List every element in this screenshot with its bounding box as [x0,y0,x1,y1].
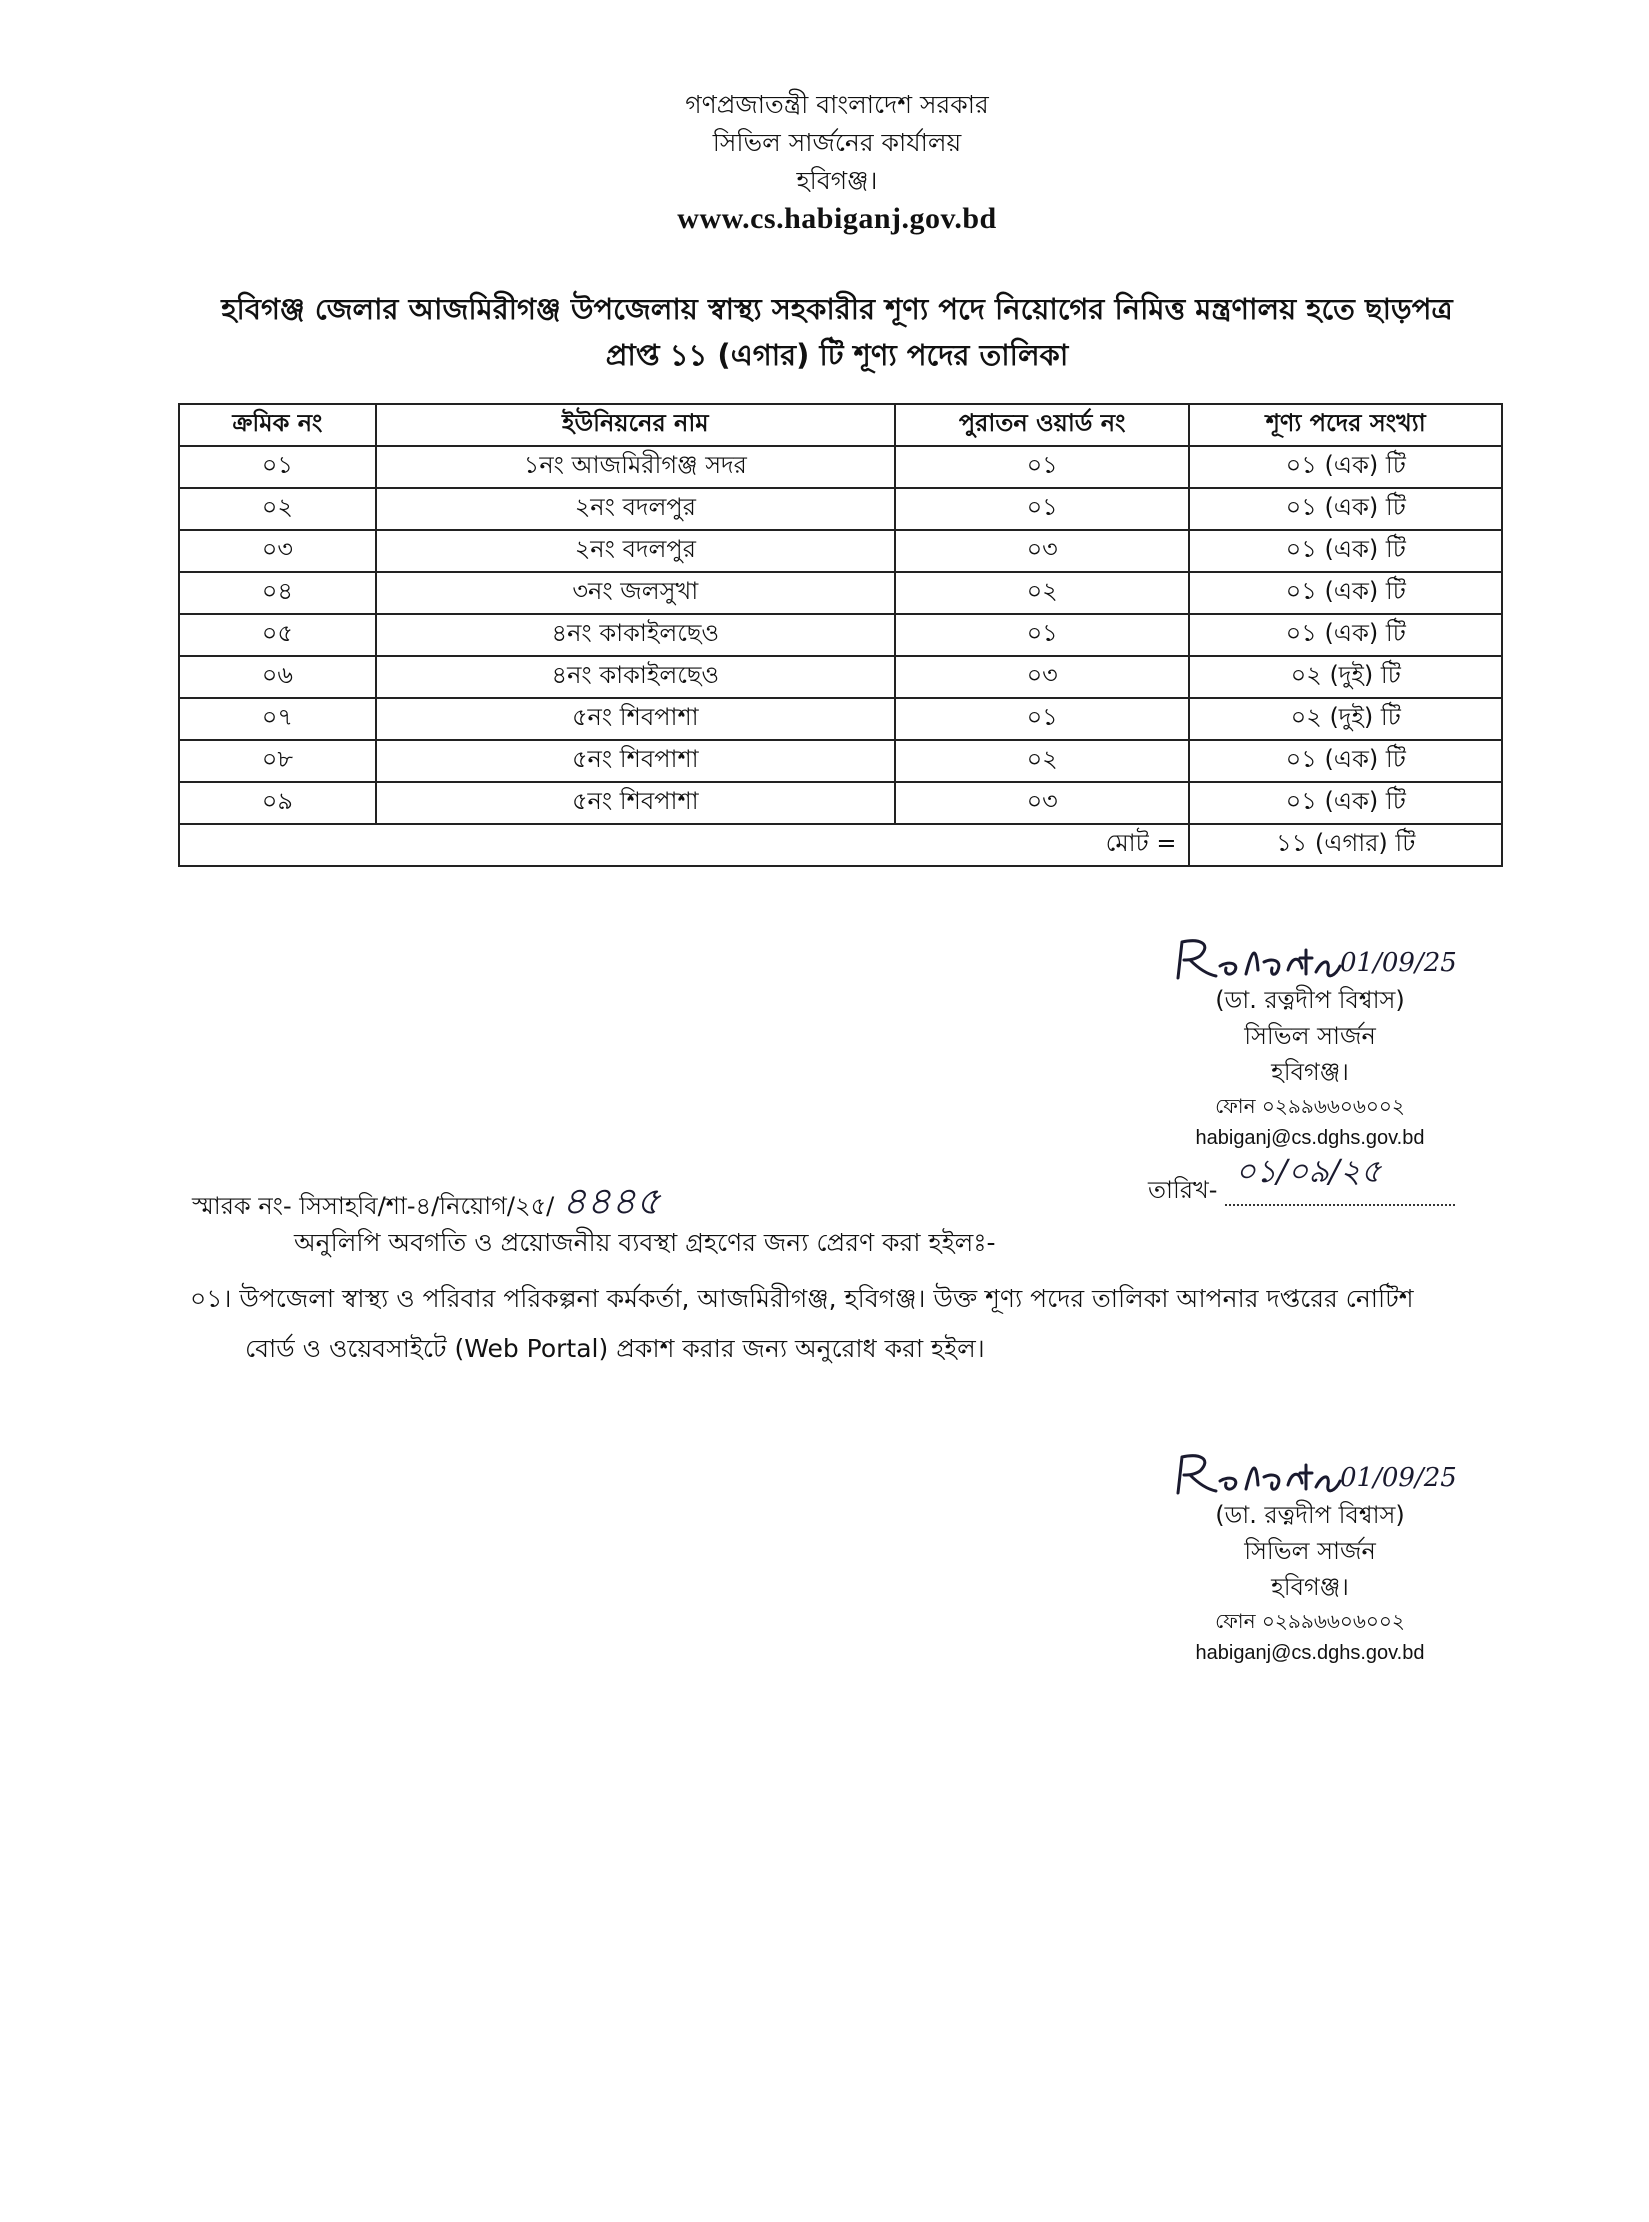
office-header [0,86,1649,238]
signature-date-2: 01/09/25 [1340,1463,1457,1493]
copy-item-1-line-1: ০১। উপজেলা স্বাস্থ্য ও পরিবার পরিকল্পনা কর্মকর্তা, আজমিরীগঞ্জ, হবিগঞ্জ। উক্ত শূণ্য পদের তালিকা আপনার দপ্তরের নোটিশ [190,1284,1414,1313]
signature-block-2 [1150,1445,1470,1669]
signatory-place: হবিগঞ্জ। [1271,1058,1349,1086]
cell-union: ৪নং কাকাইলছেও [376,614,895,656]
table-row [179,698,1502,740]
copy-intro: অনুলিপি অবগতি ও প্রয়োজনীয় ব্যবস্থা গ্রহণের জন্য প্রেরণ করা হইলঃ- [294,1228,996,1257]
cell-vacancy: ০১ (এক) টি [1189,446,1502,488]
table-row [179,446,1502,488]
cell-serial: ০৮ [179,740,376,782]
cell-vacancy: ০১ (এক) টি [1189,488,1502,530]
signatory-email[interactable]: habiganj@cs.dghs.gov.bd [1195,1127,1425,1149]
cell-vacancy: ০১ (এক) টি [1189,572,1502,614]
col-header-serial: ক্রমিক নং [179,404,376,446]
signatory-details-2 [1150,1497,1470,1669]
cell-ward: ০১ [895,446,1190,488]
cell-union: ৫নং শিবপাশা [376,740,895,782]
cell-union: ৫নং শিবপাশা [376,782,895,824]
cell-ward: ০২ [895,572,1190,614]
cell-serial: ০১ [179,446,376,488]
col-header-ward: পুরাতন ওয়ার্ড নং [895,404,1190,446]
copy-item-1 [190,1274,1510,1374]
signatory-details-1 [1150,982,1470,1154]
memo-date-field [1225,1152,1455,1206]
cell-vacancy: ০১ (এক) টি [1189,614,1502,656]
memo-date [1148,1152,1455,1212]
signatory-phone: ফোন ০২৯৯৬৬০৬০০২ [1215,1609,1405,1633]
signatory-name: (ডা. রত্নদীপ বিশ্বাস) [1215,1501,1405,1529]
cell-vacancy: ০১ (এক) টি [1189,782,1502,824]
cell-ward: ০৩ [895,656,1190,698]
table-row [179,656,1502,698]
copy-item-1-line-2: বোর্ড ও ওয়েবসাইটে (Web Portal) প্রকাশ করার জন্য অনুরোধ করা হইল। [245,1334,985,1363]
table-row [179,530,1502,572]
table-header-row [179,404,1502,446]
cell-vacancy: ০১ (এক) টি [1189,740,1502,782]
signatory-email[interactable]: habiganj@cs.dghs.gov.bd [1195,1642,1425,1664]
cell-serial: ০৭ [179,698,376,740]
table-row [179,740,1502,782]
cell-ward: ০১ [895,488,1190,530]
table-row [179,614,1502,656]
cell-union: ২নং বদলপুর [376,530,895,572]
subject-heading [0,286,1649,378]
cell-serial: ০৬ [179,656,376,698]
col-header-union: ইউনিয়নের নাম [376,404,895,446]
website-link[interactable]: www.cs.habiganj.gov.bd [677,202,997,235]
table-row [179,572,1502,614]
cell-union: ২নং বদলপুর [376,488,895,530]
signatory-phone: ফোন ০২৯৯৬৬০৬০০২ [1215,1094,1405,1118]
memo-date-value: ০১/০৯/২৫ [1235,1152,1382,1190]
cell-serial: ০৯ [179,782,376,824]
cell-ward: ০১ [895,698,1190,740]
cell-serial: ০৫ [179,614,376,656]
subject-line-1: হবিগঞ্জ জেলার আজমিরীগঞ্জ উপজেলায় স্বাস্থ্য সহকারীর শূণ্য পদে নিয়োগের নিমিত্ত মন্ত্রণালয় হতে ছাড়পত্র [221,292,1453,326]
cell-vacancy: ০২ (দুই) টি [1189,656,1502,698]
cell-ward: ০১ [895,614,1190,656]
total-value: ১১ (এগার) টি [1189,824,1502,866]
vacancy-table [178,403,1503,867]
cell-union: ৫নং শিবপাশা [376,698,895,740]
signature-block-1 [1150,930,1470,1154]
table-row [179,782,1502,824]
cell-union: ৩নং জলসুখা [376,572,895,614]
cell-serial: ০৪ [179,572,376,614]
cell-ward: ০২ [895,740,1190,782]
cell-union: ৪নং কাকাইলছেও [376,656,895,698]
signatory-place: হবিগঞ্জ। [1271,1573,1349,1601]
cell-ward: ০৩ [895,530,1190,572]
memo-ref-number: ৪৪৪৫ [561,1179,661,1223]
memo-date-label: তারিখ- [1148,1176,1218,1204]
total-label: মোট = [179,824,1189,866]
cell-vacancy: ০২ (দুই) টি [1189,698,1502,740]
subject-line-2: প্রাপ্ত ১১ (এগার) টি শূণ্য পদের তালিকা [605,338,1069,372]
table-row [179,488,1502,530]
cell-serial: ০৩ [179,530,376,572]
govt-name: গণপ্রজাতন্ত্রী বাংলাদেশ সরকার [685,90,989,119]
signatory-title: সিভিল সার্জন [1244,1022,1376,1050]
signature-date-1: 01/09/25 [1340,948,1457,978]
district-name: হবিগঞ্জ। [796,166,878,195]
cell-ward: ০৩ [895,782,1190,824]
signatory-title: সিভিল সার্জন [1244,1537,1376,1565]
memo-ref-label: স্মারক নং- সিসাহবি/শা-৪/নিয়োগ/২৫/ [192,1192,555,1220]
office-name: সিভিল সার্জনের কার্যালয় [712,128,962,157]
total-row [179,824,1502,866]
cell-serial: ০২ [179,488,376,530]
signatory-name: (ডা. রত্নদীপ বিশ্বাস) [1215,986,1405,1014]
col-header-vacancy: শূণ্য পদের সংখ্যা [1189,404,1502,446]
cell-union: ১নং আজমিরীগঞ্জ সদর [376,446,895,488]
cell-vacancy: ০১ (এক) টি [1189,530,1502,572]
